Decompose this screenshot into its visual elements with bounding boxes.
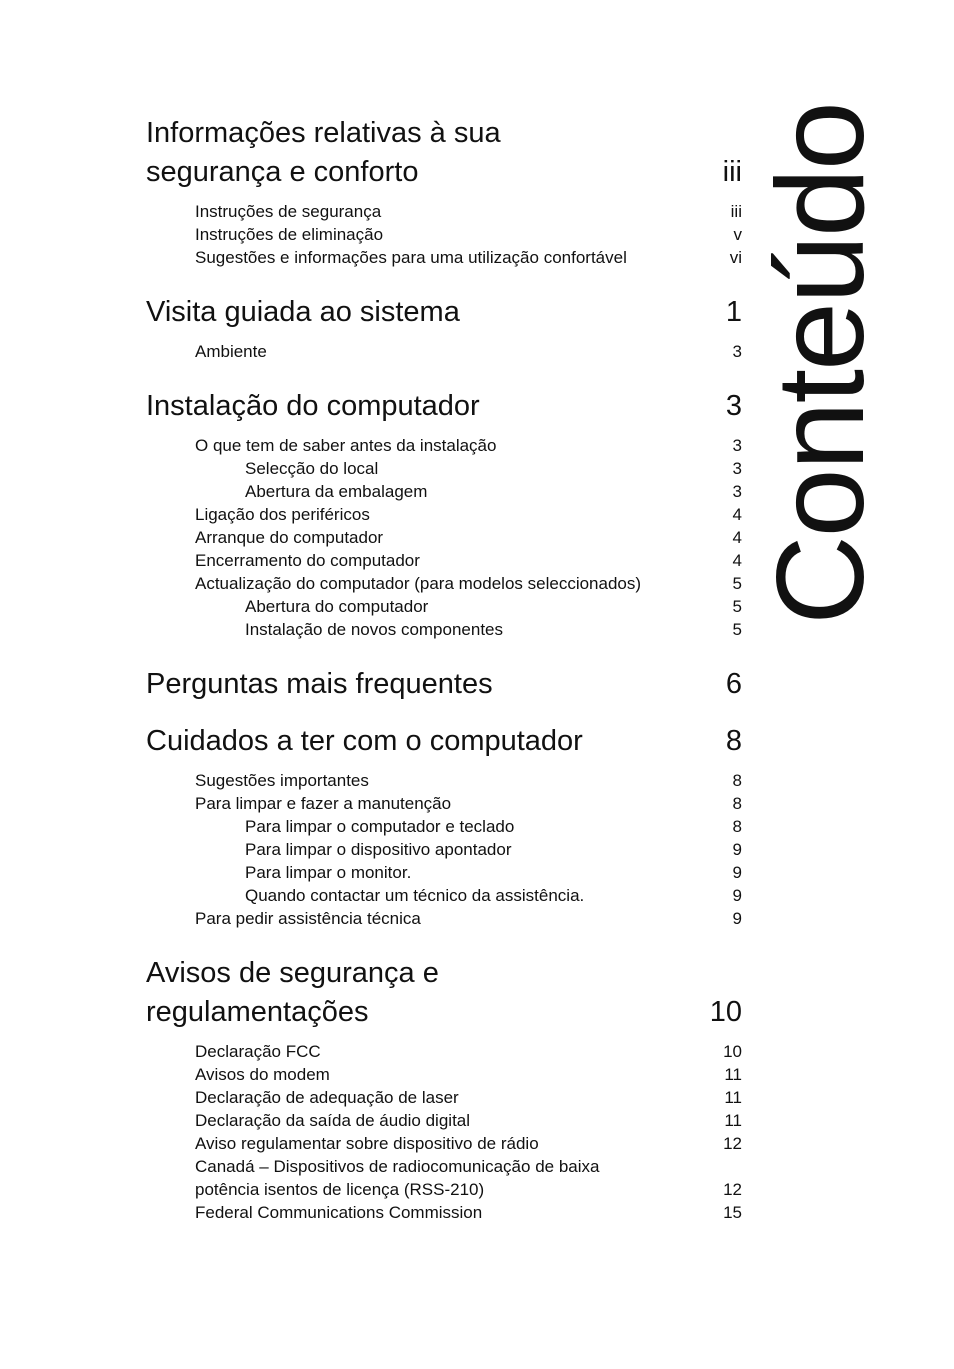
entry-page-number: 15 [723, 1203, 742, 1222]
toc-entry[interactable] [146, 549, 742, 572]
entry-title: Aviso regulamentar sobre dispositivo de rádio [195, 1134, 539, 1153]
entry-page-number: 5 [732, 597, 742, 616]
toc-entry[interactable] [146, 769, 742, 792]
entry-page-number: 3 [732, 459, 742, 478]
toc-entry[interactable] [146, 815, 742, 838]
toc-entry[interactable] [146, 200, 742, 223]
entry-title: Declaração de adequação de laser [195, 1088, 459, 1107]
toc-entry[interactable] [146, 223, 742, 246]
entry-page-number: 12 [723, 1134, 742, 1153]
section-title-line: Visita guiada ao sistema [146, 296, 460, 328]
toc-section [146, 665, 742, 704]
side-title-container [752, 103, 890, 625]
section-heading[interactable] [146, 387, 742, 426]
toc-entry[interactable] [146, 457, 742, 480]
entry-page-number: vi [729, 248, 742, 267]
section-title-line: Instalação do computador [146, 390, 480, 422]
entry-page-number: 10 [723, 1042, 742, 1061]
entry-page-number: 3 [732, 342, 742, 361]
entry-title: Instruções de eliminação [195, 225, 384, 244]
toc-entry[interactable] [146, 907, 742, 930]
entry-page-number: 9 [732, 840, 742, 859]
toc-entry[interactable] [146, 526, 742, 549]
section-title [146, 954, 710, 1032]
entry-page-number: 5 [732, 574, 742, 593]
section-heading[interactable] [146, 293, 742, 332]
entry-page-number: 3 [732, 482, 742, 501]
entry-page-number: 4 [732, 551, 742, 570]
entry-page-number: 8 [732, 771, 742, 790]
entry-title: Declaração da saída de áudio digital [195, 1111, 471, 1130]
section-page-number: 8 [725, 725, 742, 757]
toc-entry[interactable] [146, 1201, 742, 1224]
entry-page-number: 8 [732, 794, 742, 813]
section-title [146, 722, 726, 761]
entry-page-number: 11 [724, 1111, 742, 1130]
toc-entry[interactable] [146, 792, 742, 815]
toc-entry[interactable] [146, 1132, 742, 1155]
toc-entry[interactable] [146, 246, 742, 269]
section-title [146, 293, 726, 332]
entry-page-number: 4 [732, 528, 742, 547]
entry-title: Abertura do computador [245, 597, 429, 616]
section-page-number: 1 [725, 296, 742, 328]
entry-title: Instruções de segurança [195, 202, 382, 221]
entry-title-line: potência isentos de licença (RSS-210) [195, 1180, 485, 1199]
entry-list [146, 434, 742, 641]
entry-title: Sugestões importantes [195, 771, 369, 790]
entry-list [146, 769, 742, 930]
section-title-line: Perguntas mais frequentes [146, 668, 493, 700]
toc-entry[interactable] [146, 1109, 742, 1132]
toc-entry[interactable] [146, 434, 742, 457]
toc-entry[interactable] [146, 1040, 742, 1063]
table-of-contents [146, 114, 742, 1224]
toc-entry[interactable] [146, 480, 742, 503]
entry-title: Ligação dos periféricos [195, 505, 370, 524]
section-page-number: 6 [725, 668, 742, 700]
toc-entry[interactable] [146, 1086, 742, 1109]
entry-page-number: 9 [732, 886, 742, 905]
entry-title: Ambiente [195, 342, 267, 361]
entry-title: Actualização do computador (para modelos seleccionados) [195, 574, 642, 593]
entry-title: Avisos do modem [195, 1065, 330, 1084]
entry-title: Federal Communications Commission [195, 1203, 483, 1222]
toc-section [146, 954, 742, 1224]
section-page-number: 3 [725, 390, 742, 422]
entry-title: Selecção do local [245, 459, 379, 478]
toc-entry[interactable] [146, 1063, 742, 1086]
side-title: Conteúdo [752, 103, 890, 625]
entry-page-number: 11 [724, 1065, 742, 1084]
entry-title: Declaração FCC [195, 1042, 321, 1061]
toc-entry[interactable] [146, 884, 742, 907]
entry-page-number: v [733, 225, 742, 244]
entry-title: Arranque do computador [195, 528, 384, 547]
section-page-number: 10 [709, 996, 742, 1028]
toc-entry[interactable] [146, 838, 742, 861]
entry-page-number: iii [730, 202, 742, 221]
entry-title: Para limpar o monitor. [245, 863, 412, 882]
entry-title [195, 1155, 723, 1201]
section-page-number: iii [722, 156, 742, 188]
entry-list [146, 340, 742, 363]
section-title [146, 114, 723, 192]
entry-title: Sugestões e informações para uma utilização confortável [195, 248, 627, 267]
section-title-line: Avisos de segurança e [146, 957, 439, 989]
entry-title: Encerramento do computador [195, 551, 420, 570]
entry-page-number: 9 [732, 863, 742, 882]
toc-entry[interactable] [146, 572, 742, 595]
entry-title-line: Canadá – Dispositivos de radiocomunicação de baixa [195, 1157, 600, 1176]
entry-page-number: 3 [732, 436, 742, 455]
entry-title: Para limpar o dispositivo apontador [245, 840, 512, 859]
toc-entry[interactable] [146, 340, 742, 363]
toc-entry[interactable] [146, 1155, 742, 1201]
toc-section [146, 722, 742, 930]
entry-list [146, 1040, 742, 1224]
entry-title: Quando contactar um técnico da assistência. [245, 886, 585, 905]
toc-section [146, 293, 742, 363]
section-title-line: segurança e conforto [146, 156, 419, 188]
entry-page-number: 4 [732, 505, 742, 524]
entry-list [146, 200, 742, 269]
entry-page-number: 8 [732, 817, 742, 836]
entry-page-number: 12 [723, 1180, 742, 1199]
section-heading[interactable] [146, 114, 742, 192]
entry-title: O que tem de saber antes da instalação [195, 436, 497, 455]
entry-title: Para pedir assistência técnica [195, 909, 421, 928]
toc-entry[interactable] [146, 503, 742, 526]
section-heading[interactable] [146, 954, 742, 1032]
entry-page-number: 11 [724, 1088, 742, 1107]
entry-title: Para limpar o computador e teclado [245, 817, 515, 836]
section-title-line: Cuidados a ter com o computador [146, 725, 583, 757]
section-title-line: Informações relativas à sua [146, 117, 501, 149]
section-heading[interactable] [146, 665, 742, 704]
toc-entry[interactable] [146, 861, 742, 884]
section-title [146, 665, 726, 704]
section-title-line: regulamentações [146, 996, 369, 1028]
section-heading[interactable] [146, 722, 742, 761]
entry-page-number: 5 [732, 620, 742, 639]
entry-title: Abertura da embalagem [245, 482, 428, 501]
entry-title: Para limpar e fazer a manutenção [195, 794, 452, 813]
toc-entry[interactable] [146, 595, 742, 618]
entry-title: Instalação de novos componentes [245, 620, 504, 639]
section-title [146, 387, 726, 426]
toc-entry[interactable] [146, 618, 742, 641]
entry-page-number: 9 [732, 909, 742, 928]
toc-section [146, 114, 742, 269]
toc-section [146, 387, 742, 641]
